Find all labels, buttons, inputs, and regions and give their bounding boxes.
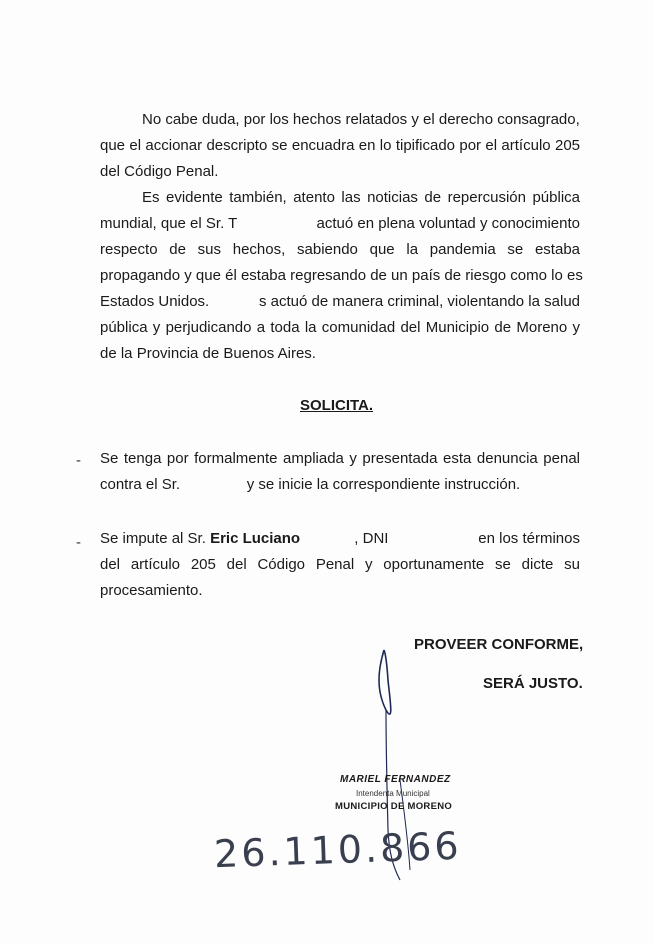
request-2-line-1-start: Se impute al Sr. [100, 530, 206, 547]
request-2-line-1 [100, 530, 580, 548]
closing-line-2: SERÁ JUSTO. [483, 675, 583, 692]
paragraph-2-line-1: Es evidente también, atento las noticias de repercusión pública [142, 189, 580, 206]
request-2-line-3: procesamiento. [100, 582, 203, 599]
request-1-line-2 [100, 476, 520, 494]
paragraph-1-line-1: No cabe duda, por los hechos relatados y el derecho consagrado, [142, 111, 580, 128]
paragraph-2-line-2-start: mundial, que el Sr. T [100, 215, 238, 232]
closing-line-1: PROVEER CONFORME, [414, 636, 584, 653]
redacted-dni [393, 530, 447, 547]
signer-name: MARIEL FERNANDEZ [340, 774, 451, 785]
request-2-line-1-end: en los términos [478, 530, 580, 547]
paragraph-2-line-5-end: s actuó de manera criminal, violentando la salud [258, 293, 580, 310]
solicita-heading: SOLICITA. [300, 397, 374, 414]
request-1-bullet: - [76, 452, 81, 469]
paragraph-2-line-6: pública y perjudicando a toda la comunidad del Municipio de Moreno y [100, 319, 580, 336]
paragraph-2-line-5 [100, 293, 580, 311]
request-2-line-1-dni: , DNI [354, 530, 389, 547]
request-2-line-2: del artículo 205 del Código Penal y oportunamente se dicte su [100, 556, 580, 573]
signer-municipality: MUNICIPIO DE MORENO [335, 801, 453, 812]
redacted-surname-3 [304, 530, 354, 547]
redacted-surname-2 [184, 476, 242, 493]
request-1-line-2-start: contra el Sr. [100, 476, 181, 493]
paragraph-1-line-2: que el accionar descripto se encuadra en lo tipificado por el artículo 205 [100, 137, 580, 154]
paragraph-2-line-5-start: Estados Unidos. [100, 293, 210, 310]
paragraph-2-line-2 [100, 215, 580, 233]
redacted-surname [241, 215, 274, 232]
paragraph-2-line-3: respecto de sus hechos, sabiendo que la pandemia se estaba [100, 241, 580, 258]
paragraph-2-line-7: de la Provincia de Buenos Aires. [100, 345, 316, 362]
paragraph-1-line-3: del Código Penal. [100, 163, 219, 180]
request-1-line-2-end: y se inicie la correspondiente instrucción. [246, 476, 521, 493]
request-1-line-1: Se tenga por formalmente ampliada y presentada esta denuncia penal [100, 450, 580, 467]
defendant-name: Eric Luciano [210, 530, 301, 547]
handwritten-id-number: 26.110.866 [213, 823, 463, 877]
paragraph-2-line-2-end: actuó en plena voluntad y conocimiento [316, 215, 580, 232]
paragraph-2-line-4: propagando y que él estaba regresando de un país de riesgo como lo es [100, 267, 583, 284]
request-2-bullet: - [76, 534, 81, 551]
signer-role: Intendenta Municipal [356, 789, 430, 798]
